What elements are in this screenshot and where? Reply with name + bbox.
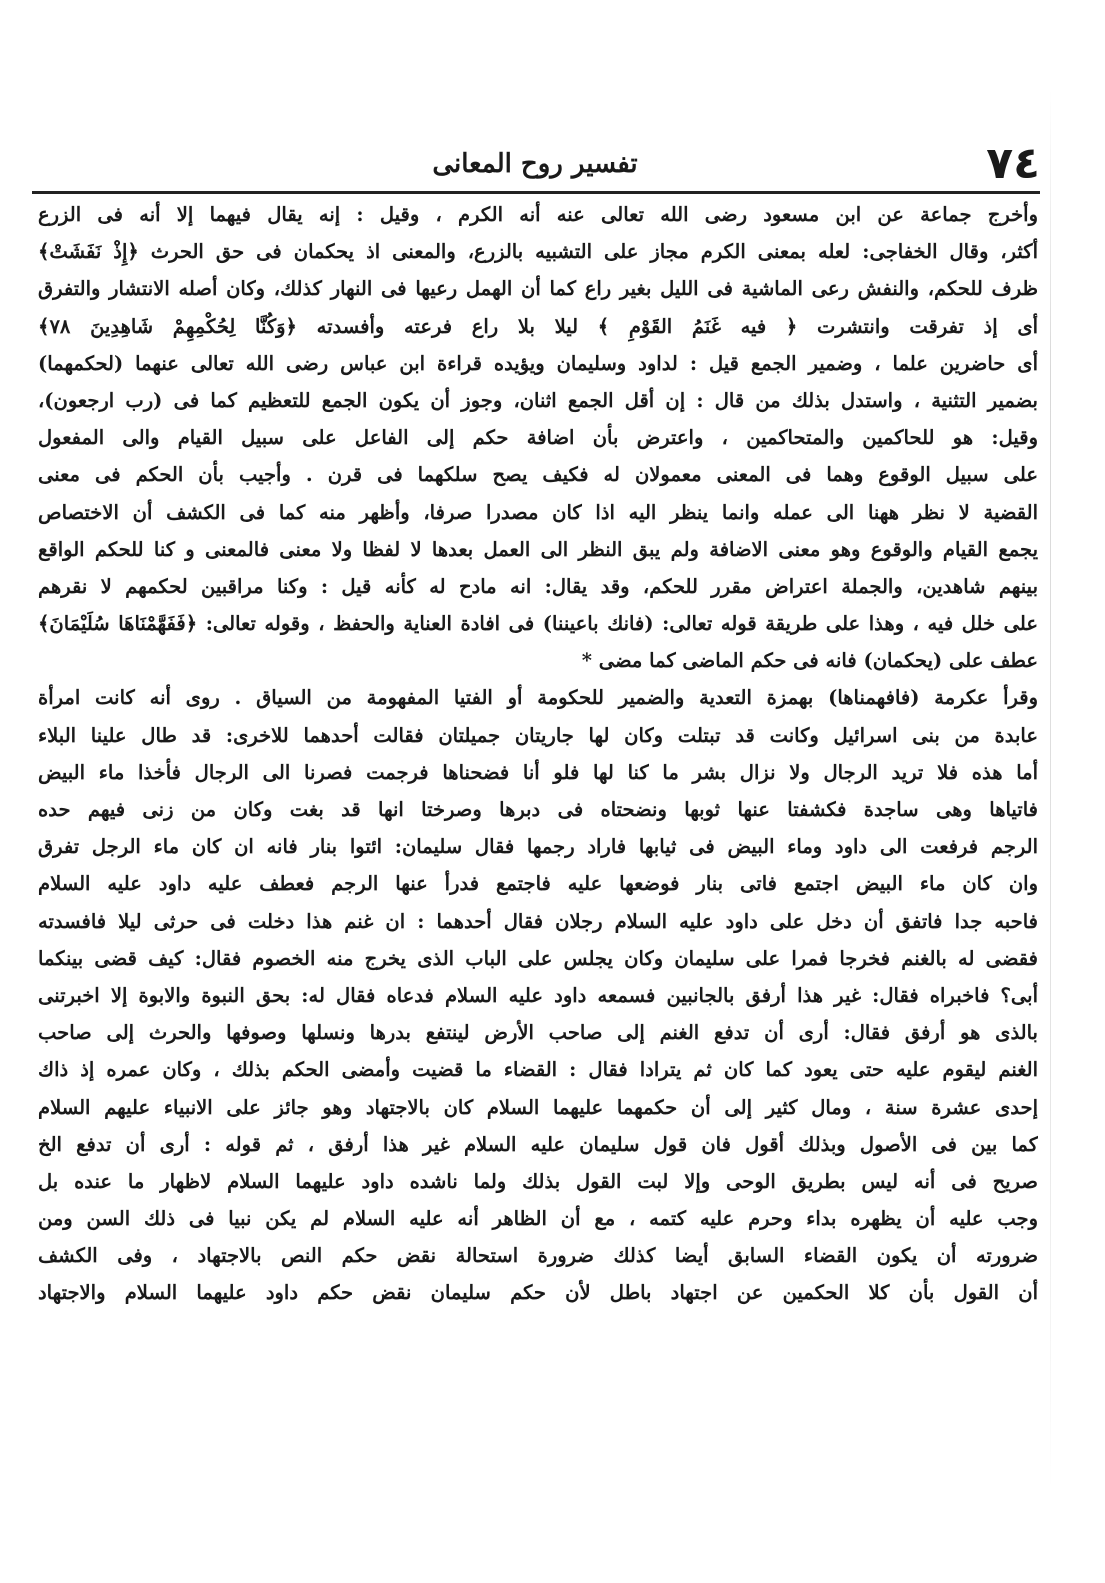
text-line: على خلل فيه ، وهذا على طريقة قوله تعالى: (فانك باعيننا) فى افادة العناية والحفظ ، وقوله تعالى: ﴿فَفَهَّمْنَاهَا سُلَيْمَانَ﴾ — [38, 612, 1038, 636]
text-line: أى إذ تفرقت وانتشرت ﴿ فيه غَنَمُ القَوْمِ ﴾ ليلا بلا راع فرعته وأفسدته ﴿وَكُنَّا لِحُكْمِهِمْ شَاهِدِينَ ٧٨﴾ — [38, 314, 1038, 338]
text-line: الغنم ليقوم عليه حتى يعود كما كان ثم يترادا فقال : القضاء ما قضيت وأمضى الحكم بذلك ، وكان عمره إذ ذاك — [38, 1058, 1038, 1082]
text-line: فقضى له بالغنم فخرجا فمرا على سليمان وكان يجلس على الباب الذى يخرج منه الخصوم فقال: كيف قضى بينكما — [38, 946, 1038, 970]
text-line: أى حاضرين علما ، وضمير الجمع قيل : لداود وسليمان ويؤيده قراءة ابن عباس رضى الله تعالى عنهما (لحكمهما) — [38, 351, 1038, 375]
text-line: فاتياها وهى ساجدة فكشفتا عنها ثوبها ونضحتاه فى دبرها وصرختا انها قد بغت وكان من زنى فيهم حده — [38, 798, 1038, 821]
text-line: وقيل: هو للحاكمين والمتحاكمين ، واعترض بأن اضافة حكم إلى الفاعل على سبيل القيام والى المفعول — [38, 426, 1038, 450]
text-line: بينهم شاهدين، والجملة اعتراض مقرر للحكم، وقد يقال: انه مادح له كأنه قيل : وكنا مراقبين لحكمهم لا نقرهم — [38, 574, 1038, 598]
running-title: تفسير روح المعانى — [432, 149, 638, 179]
text-line: بضمير التثنية ، واستدل بذلك من قال : إن أقل الجمع اثنان، وجوز أن يكون الجمع للتعظيم كما فى (رب ارجعون)، — [38, 388, 1038, 412]
text-line: فاحبه جدا فاتفق أن دخل على داود عليه السلام رجلان فقال أحدهما : ان غنم هذا دخلت فى حرثى ليلا فافسدته — [38, 909, 1038, 933]
text-line: القضية لا نظر ههنا الى عمله وانما ينظر اليه اذا كان مصدرا صرفا، وأظهر منه كما فى الكشف أن الاختصاص — [38, 500, 1038, 524]
text-line: وأخرج جماعة عن ابن مسعود رضى الله تعالى عنه أنه الكرم ، وقيل : إنه يقال فيهما إلا أنه فى الزرع — [38, 203, 1038, 226]
text-line: إحدى عشرة سنة ، ومال كثير إلى أن حكمهما عليهما السلام كان بالاجتهاد وهو جائز على الانبياء عليهم السلام — [38, 1095, 1038, 1119]
text-line: أبى؟ فاخبراه فقال: غير هذا أرفق بالجانبين فسمعه داود عليه السلام فدعاه فقال له: بحق النبوة والابوة إلا اخبرتنى — [38, 983, 1038, 1007]
text-line: وقرأ عكرمة (فافهمناها) بهمزة التعدية والضمير للحكومة أو الفتيا المفهومة من السياق . روى أنه كانت امرأة — [38, 686, 1038, 710]
text-line: الرجم فرفعت الى داود وماء البيض فى ثيابها فاراد رجمها فقال سليمان: ائتوا بنار فانه ان كان ماء الرجل تفرق — [38, 835, 1038, 859]
scan-edge-mark — [1050, 90, 1051, 1490]
header-rule — [32, 191, 1040, 194]
text-line: على سبيل الوقوع وهما فى المعنى معمولان له فكيف يصح سلكهما فى قرن . وأجيب بأن الحكم فى معنى — [38, 463, 1038, 487]
text-line: بالذى هو أرفق فقال: أرى أن تدفع الغنم إلى صاحب الأرض لينتفع بدرها ونسلها وصوفها والحرث إلى صاحب — [38, 1021, 1038, 1045]
text-line: صريح فى أنه ليس بطريق الوحى وإلا لبت القول بذلك ولما ناشده داود عليهما السلام لاظهار ما عنده بل — [38, 1169, 1038, 1193]
text-line: أكثر، وقال الخفاجى: لعله بمعنى الكرم مجاز على التشبيه بالزرع، والمعنى اذ يحكمان فى حق الحرث ﴿إِذْ نَفَشَتْ﴾ — [38, 240, 1038, 264]
text-line: ضرورته أن يكون القضاء السابق أيضا كذلك ضرورة استحالة نقض حكم النص بالاجتهاد ، وفى الكشف — [38, 1244, 1038, 1268]
text-line: عابدة من بنى اسرائيل وكانت قد تبتلت وكان لها جاريتان جميلتان فقالت أحدهما للاخرى: قد طال علينا البلاء — [38, 723, 1038, 747]
text-line: عطف على (يحكمان) فانه فى حكم الماضى كما مضى * — [581, 649, 1038, 673]
text-line: ظرف للحكم، والنفش رعى الماشية فى الليل بغير راع كما أن الهمل رعيها فى النهار كذلك، وكان أصله الانتشار والتفرق — [38, 277, 1038, 301]
text-line: وان كان ماء البيض اجتمع فاتى بنار فوضعها عليه فاجتمع فدرأ عنها الرجم فعطف عليه داود عليه السلام — [38, 872, 1038, 896]
page-header — [30, 138, 1040, 190]
text-line: كما بين فى الأصول وبذلك أقول فان قول سليمان عليه السلام غير هذا أرفق ، ثم قوله : أرى أن تدفع الخ — [38, 1132, 1038, 1156]
page-number: ٧٤ — [986, 138, 1040, 189]
text-line: أن القول بأن كلا الحكمين عن اجتهاد باطل لأن حكم سليمان نقض حكم داود عليهما السلام والاجتهاد — [38, 1281, 1038, 1305]
text-line: وجب عليه أن يظهره بداء وحرم عليه كتمه ، مع أن الظاهر أنه عليه السلام لم يكن نبيا فى ذلك السن ومن — [38, 1207, 1038, 1231]
body-text — [38, 196, 1038, 1312]
text-line: أما هذه فلا تريد الرجال ولا نزال بشر ما كنا لها فلو أنا فضحناها فرجمت فصرنا الى الرجال فأخذا ماء البيض — [38, 760, 1038, 784]
text-line: يجمع القيام والوقوع وهو معنى الاضافة ولم يبق النظر الى العمل بعدها لا لفظا ولا معنى فالمعنى و كنا للحكم الواقع — [38, 537, 1038, 561]
